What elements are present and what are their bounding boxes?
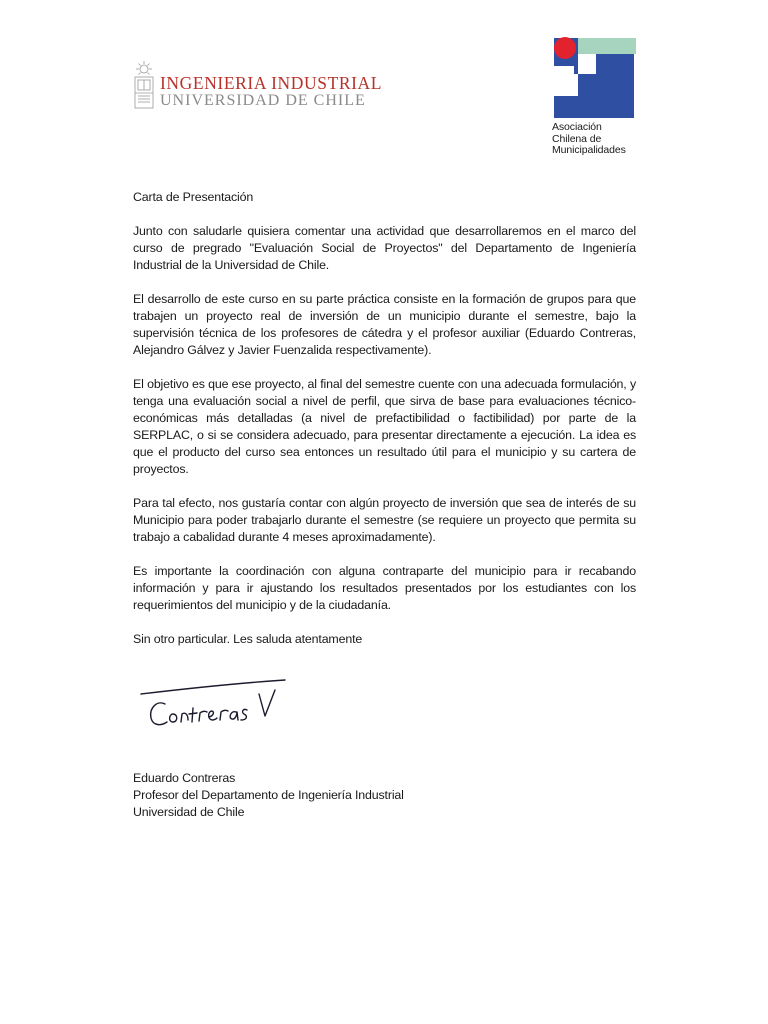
letter-paragraph: Junto con saludarle quisiera comentar una actividad que desarrollaremos en el marco del curso de pregrado "Evaluación Social de Proyectos" del Departamento de Ingeniería Industrial de la Universidad de Chile. bbox=[133, 224, 636, 272]
letter-paragraph: Es importante la coordinación con alguna contraparte del municipio para ir recabando información y para ir ajustando los resultados presentados por los estudiantes con los requerimientos del municipio y de la ciudadanía. bbox=[133, 564, 636, 612]
achm-line-municipalidades: Municipalidades bbox=[552, 144, 626, 156]
achm-logo bbox=[552, 36, 642, 157]
letter-paragraph: El objetivo es que ese proyecto, al final del semestre cuente con una adecuada formulación, y tenga una evaluación social a nivel de perfil, que sirva de base para evaluaciones técnico-económicas más detalladas (a nivel de prefactibilidad o factibilidad) por parte de la SERPLAC, o si se considera adecuado, para presentar directamente a ejecución. La idea es que el producto del curso sea entonces un resultado útil para el municipio y su cartera de proyectos. bbox=[133, 377, 636, 476]
letter-paragraph: El desarrollo de este curso en su parte práctica consiste en la formación de grupos para que trabajen un proyecto real de inversión de un municipio durante el semestre, bajo la supervisión técnica de los profesores de cátedra y el profesor auxiliar (Eduardo Contreras, Alejandro Gálvez y Javier Fuenzalida respectivamente). bbox=[133, 292, 636, 357]
signatory-position: Profesor del Departamento de Ingeniería Industrial bbox=[133, 788, 404, 802]
letter-body bbox=[133, 189, 636, 648]
achm-line-asociacion: Asociación bbox=[552, 121, 602, 133]
handwritten-signature bbox=[135, 664, 295, 738]
letter-title: Carta de Presentación bbox=[133, 190, 254, 204]
achm-logo-mark-icon bbox=[552, 36, 636, 120]
letter-closing: Sin otro particular. Les saluda atentamente bbox=[133, 632, 363, 646]
university-emblem-icon bbox=[132, 60, 156, 110]
letter-paragraph: Para tal efecto, nos gustaría contar con algún proyecto de inversión que sea de interés de su Municipio para poder trabajarlo durante el semestre (se requiere un proyecto que permita su trabajo a cabalidad durante 4 meses aproximadamente). bbox=[133, 496, 636, 544]
logo-line-universidad-de-chile: UNIVERSIDAD DE CHILE bbox=[160, 92, 366, 109]
signatory-name: Eduardo Contreras bbox=[133, 771, 236, 785]
signatory-institution: Universidad de Chile bbox=[133, 805, 245, 819]
achm-line-chilena-de: Chilena de bbox=[552, 132, 602, 145]
signatory-block bbox=[133, 770, 404, 821]
ingenieria-industrial-logo bbox=[132, 60, 382, 110]
logo-line-ingenieria-industrial: INGENIERIA INDUSTRIAL bbox=[160, 73, 383, 93]
